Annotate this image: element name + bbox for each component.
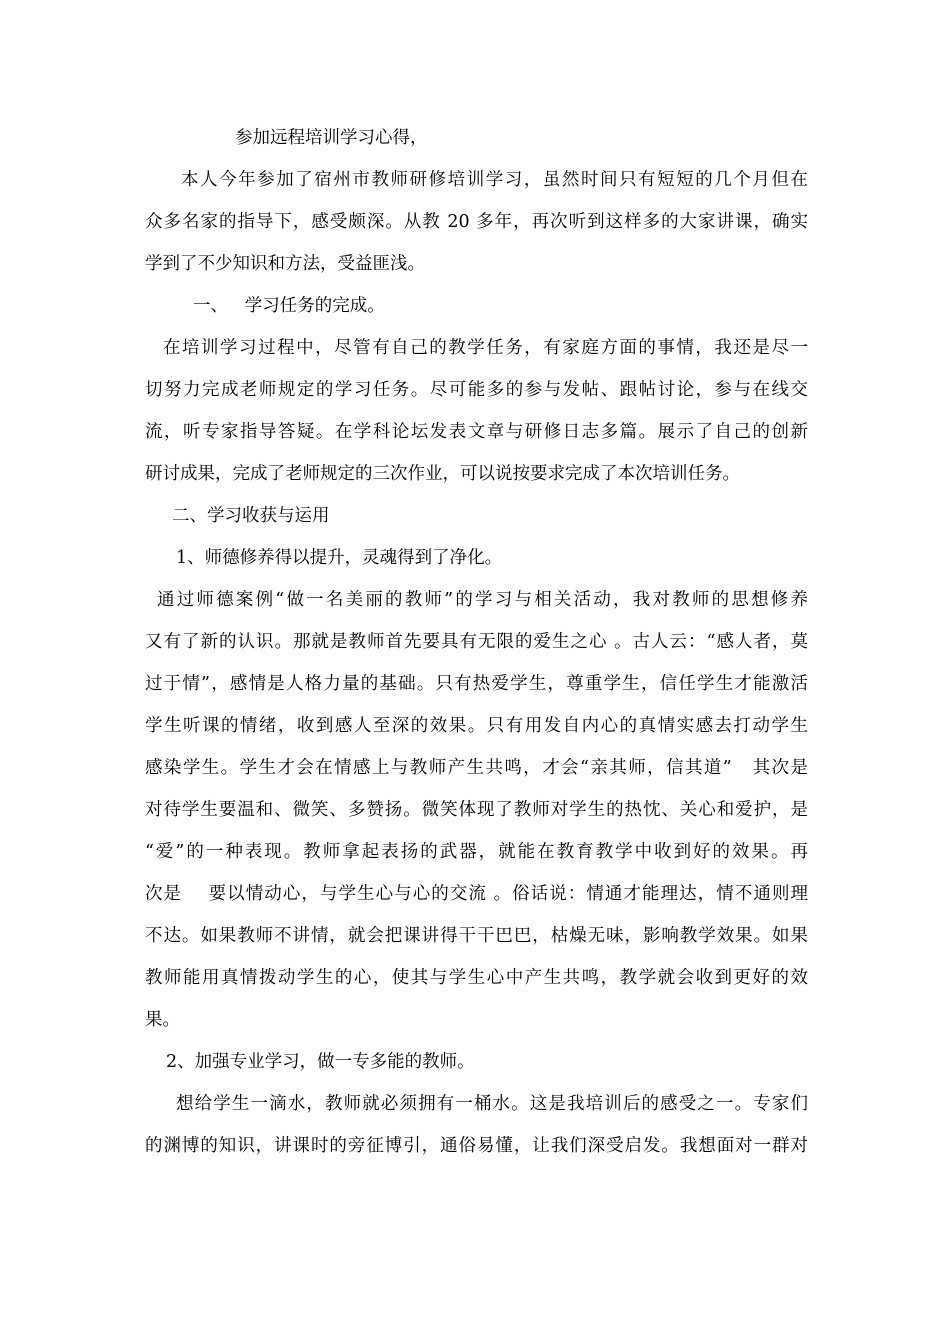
paragraph-line: 学生听课的情绪，收到感人至深的效果。只有用发自内心的真情实感去打动学生 [145, 716, 808, 736]
paragraph-line: 的渊博的知识，讲课时的旁征博引，通俗易懂，让我们深受启发。我想面对一群对 [145, 1136, 808, 1156]
paragraph-line: 研讨成果，完成了老师规定的三次作业，可以说按要求完成了本次培训任务。 [145, 464, 740, 484]
paragraph-line: 通过师德案例“做一名美丽的教师”的学习与相关活动，我对教师的思想修养 [157, 590, 808, 610]
paragraph-line: 感染学生。学生才会在情感上与教师产生共鸣，才会“亲其师，信其道” 其次是 [145, 758, 808, 778]
subsection-heading: 2、加强专业学习，做一专多能的教师。 [166, 1052, 475, 1072]
section-heading: 二、学习收获与运用 [172, 506, 330, 526]
section-heading: 一、 学习任务的完成。 [193, 296, 385, 316]
document-title: 参加远程培训学习心得， [235, 128, 428, 148]
paragraph-line: 想给学生一滴水，教师就必须拥有一桶水。这是我培训后的感受之一。专家们 [176, 1094, 808, 1114]
paragraph-line: 不达。如果教师不讲情，就会把课讲得干干巴巴，枯燥无味，影响教学效果。如果 [145, 926, 808, 946]
paragraph-line: 又有了新的认识。那就是教师首先要具有无限的爱生之心 。古人云：“感人者，莫 [145, 632, 808, 652]
subsection-heading: 1、师德修养得以提升，灵魂得到了净化。 [176, 548, 503, 568]
paragraph-line: 对待学生要温和、微笑、多赞扬。微笑体现了教师对学生的热忱、关心和爱护，是 [145, 800, 808, 820]
paragraph-line: 过于情”，感情是人格力量的基础。只有热爱学生，尊重学生，信任学生才能激活 [145, 674, 808, 694]
paragraph-line: 众多名家的指导下，感受颇深。从教 20 多年，再次听到这样多的大家讲课，确实 [145, 212, 808, 232]
paragraph-line: 在培训学习过程中，尽管有自己的教学任务，有家庭方面的事情，我还是尽一 [163, 338, 808, 358]
paragraph-line: “爱”的一种表现。教师拿起表扬的武器，就能在教育教学中收到好的效果。再 [145, 842, 808, 862]
paragraph-line: 本人今年参加了宿州市教师研修培训学习，虽然时间只有短短的几个月但在 [181, 170, 808, 190]
paragraph-line: 学到了不少知识和方法，受益匪浅。 [145, 254, 425, 274]
paragraph-line: 次是 要以情动心，与学生心与心的交流 。俗话说：情通才能理达，情不通则理 [145, 884, 808, 904]
paragraph-line: 果。 [145, 1010, 180, 1030]
paragraph-line: 教师能用真情拨动学生的心，使其与学生心中产生共鸣，教学就会收到更好的效 [145, 968, 808, 988]
paragraph-line: 切努力完成老师规定的学习任务。尽可能多的参与发帖、跟帖讨论，参与在线交 [145, 380, 808, 400]
paragraph-line: 流，听专家指导答疑。在学科论坛发表文章与研修日志多篇。展示了自己的创新 [145, 422, 808, 442]
